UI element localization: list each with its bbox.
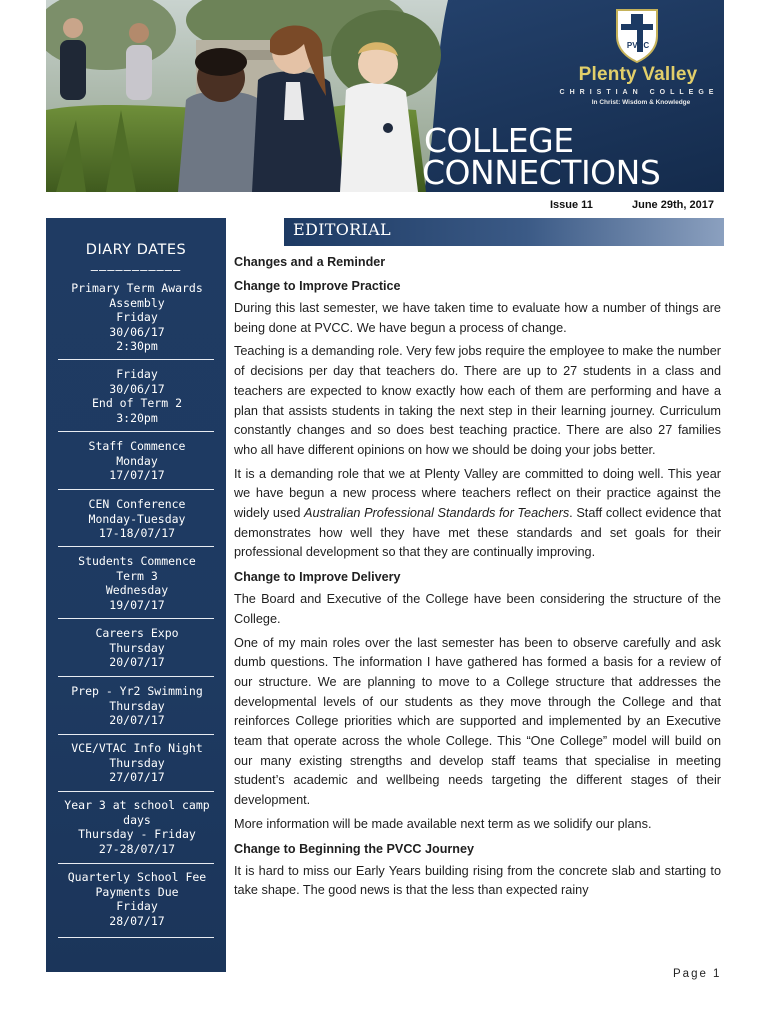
event-divider [58,676,214,677]
diary-event: Careers Expo Thursday 20/07/17 [95,626,179,669]
event-divider [58,489,214,490]
article-paragraph: One of my main roles over the last semester has been to observe carefully and ask dumb questions. The information I have gathered has formed a basis for a review of our structure. We are planning to move to a College structure that addresses the developmental levels of our students as they move through the College and that reinforces College priorities which are supported and implemented by an Executive team that operate across the whole College. This “One College” model will build on our many existing strengths and develop staff teams that specialise in meeting student’s academic and wellbeing needs targeting the different stages of their development. [234,635,721,808]
issue-date: June 29th, 2017 [632,199,714,211]
diary-title-underline: ——————————— [90,263,182,277]
editorial-article [234,250,721,901]
article-paragraph: Teaching is a demanding role. Very few jobs require the employee to make the number of decisions per day that teachers do. There are up to 27 students in a class and teachers are expected to know exactly how each of them are performing and have a plan that assists students in taking the next step in their learning journey. Curriculum constantly changes and so does best teaching practice. There are also 27 families who all have different opinions on how we should be doing your jobs better. [234,344,721,457]
diary-event: CEN Conference Monday-Tuesday 17-18/07/17 [88,497,186,540]
article-paragraph: It is a demanding role that we at Plenty Valley are committed to doing well. This year we have begun a new process where teachers reflect on their practice against the widely used Australian Professional Standards for Teachers. Staff collect evidence that demonstrates how well they have met these standards and set goals for their professional development so that they are continually improving. [234,466,721,560]
diary-event: VCE/VTAC Info Night Thursday 27/07/17 [71,741,203,784]
article-paragraph: More information will be made available next term as we solidify our plans. [234,816,652,831]
article-subheading: Change to Improve Delivery [234,570,401,585]
event-divider [58,431,214,432]
event-divider [58,863,214,864]
diary-event: Prep - Yr2 Swimming Thursday 20/07/17 [71,684,203,727]
article-subheading: Change to Improve Practice [234,279,401,293]
issue-number: Issue 11 [550,199,593,211]
masthead-line-1: COLLEGE [424,121,574,160]
article-subheading: Change to Beginning the PVCC Journey [234,841,474,856]
article-paragraph: During this last semester, we have taken time to evaluate how a number of things are being done at PVCC. We have begun a process of change. [234,301,721,335]
article-paragraph: The Board and Executive of the College have been considering the structure of the College. [234,592,721,626]
article-paragraph: It is hard to miss our Early Years building rising from the concrete slab and starting to take shape. The good news is that the less than expected rainy [234,863,721,898]
header-banner [46,0,724,192]
diary-event: Year 3 at school camp days Thursday - Friday 27-28/07/17 [64,798,210,856]
event-divider [58,546,214,547]
diary-event: Students Commence Term 3 Wednesday 19/07/17 [78,554,196,612]
diary-title: DIARY DATES [85,242,187,258]
diary-event: Friday 30/06/17 End of Term 2 3:20pm [91,367,182,425]
event-divider [58,791,214,792]
section-title: EDITORIAL [293,220,391,239]
school-name: Plenty Valley [578,64,698,85]
diary-dates-sidebar [46,218,226,972]
crest-abbreviation: PVCC [626,41,650,50]
event-divider [58,359,214,360]
page-number: Page 1 [673,968,722,980]
event-divider [58,734,214,735]
students-photo [46,0,448,192]
school-motto: In Christ: Wisdom & Knowledge [591,99,691,106]
article-heading: Changes and a Reminder [234,255,386,269]
masthead-line-2: CONNECTIONS [422,153,661,192]
event-divider [58,618,214,619]
diary-event: Quarterly School Fee Payments Due Friday 28/07/17 [67,870,207,928]
diary-event: Primary Term Awards Assembly Friday 30/06/17 2:30pm [71,281,203,353]
event-divider [58,937,214,938]
school-subtitle: CHRISTIAN COLLEGE [559,89,719,96]
standards-title: Australian Professional Standards for Teachers [304,506,570,521]
diary-event: Staff Commence Monday 17/07/17 [88,439,186,482]
